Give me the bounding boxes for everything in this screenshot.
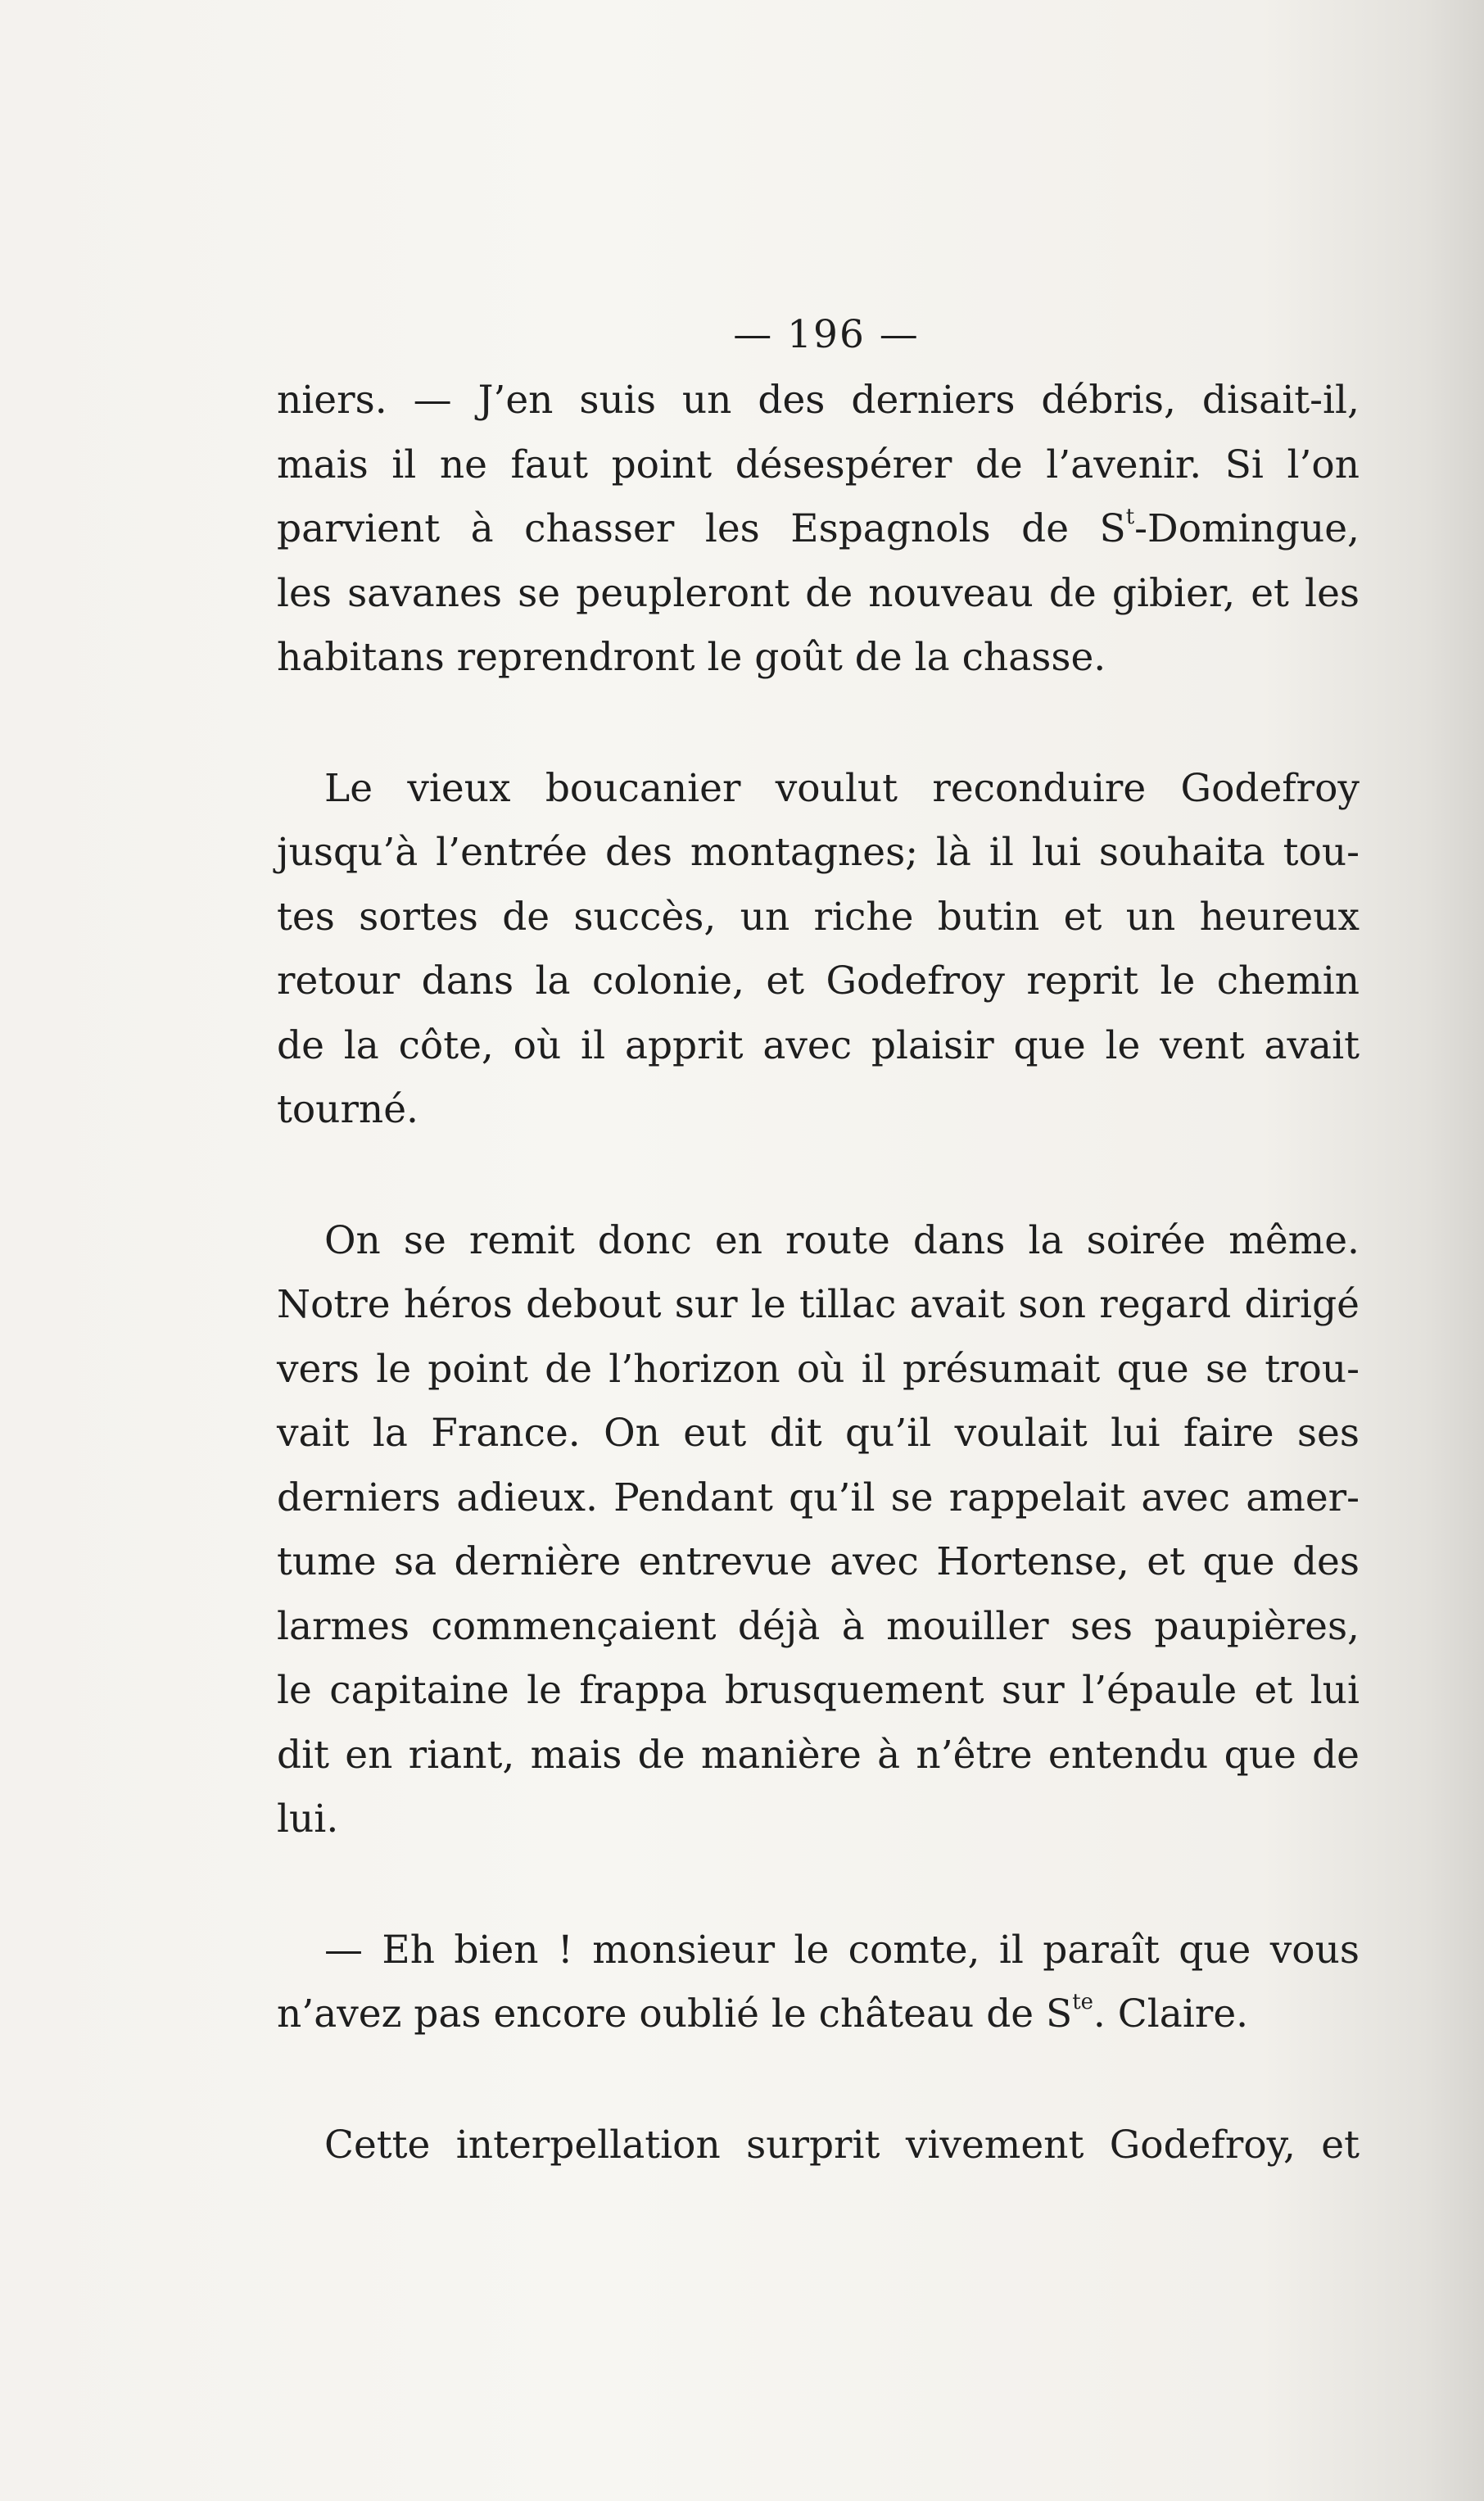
text-line: larmes commençaient déjà à mouiller ses paupières, <box>277 1603 1360 1649</box>
text-line: tes sortes de succès, un riche butin et un heureux <box>277 894 1360 940</box>
text-fragment: n’avez pas encore oublié le château de S <box>277 1991 1073 2037</box>
text-line: retour dans la colonie, et Godefroy reprit le chemin <box>277 958 1360 1004</box>
paragraph-5 <box>277 2114 1360 2178</box>
text-line: tume sa dernière entrevue avec Hortense, et que des <box>277 1539 1360 1584</box>
text-line: vait la France. On eut dit qu’il voulait lui faire ses <box>277 1411 1360 1456</box>
text-fragment: -Domingue, <box>1134 506 1360 551</box>
text-line: habitans reprendront le goût de la chasse. <box>277 635 1106 680</box>
text-line <box>277 1982 1360 2047</box>
text-fragment: parvient à chasser les Espagnols de S <box>277 506 1126 551</box>
text-line <box>277 497 1360 562</box>
text-line: lui. <box>277 1796 339 1842</box>
paragraph-spacer <box>277 691 1360 757</box>
text-line: Le vieux boucanier voulut reconduire Godefroy <box>324 765 1360 811</box>
text-line: de la côte, où il apprit avec plaisir que le vent avait <box>277 1022 1360 1068</box>
text-line: vers le point de l’horizon où il présumait que se trou- <box>277 1346 1360 1392</box>
text-line: mais il ne faut point désespérer de l’avenir. Si l’on <box>277 442 1360 487</box>
paragraph-2 <box>277 757 1360 1143</box>
page-number: — 196 — <box>733 312 920 357</box>
text-line: Cette interpellation surprit vivement Godefroy, et <box>324 2122 1360 2168</box>
superscript-abbreviation: te <box>1072 1990 1093 2015</box>
text-line: tourné. <box>277 1087 419 1132</box>
paragraph-spacer <box>277 1852 1360 1919</box>
text-line: niers. — J’en suis un des derniers débris, disait-il, <box>277 378 1360 423</box>
text-line: — Eh bien ! monsieur le comte, il paraît que vous <box>324 1927 1360 1973</box>
paragraph-spacer <box>277 1143 1360 1209</box>
paragraph-spacer <box>277 2047 1360 2114</box>
text-line: On se remit donc en route dans la soirée même. <box>324 1217 1360 1263</box>
text-line: derniers adieux. Pendant qu’il se rappelait avec amer- <box>277 1475 1360 1520</box>
text-line: jusqu’à l’entrée des montagnes; là il lui souhaita tou- <box>277 830 1360 875</box>
paragraph-1 <box>277 369 1360 691</box>
page-text <box>277 303 1360 2177</box>
superscript-abbreviation: t <box>1125 505 1135 530</box>
text-line: les savanes se peupleront de nouveau de gibier, et les <box>277 570 1360 616</box>
paragraph-4 <box>277 1919 1360 2047</box>
text-line: Notre héros debout sur le tillac avait son regard dirigé <box>277 1282 1360 1327</box>
text-line: dit en riant, mais de manière à n’être entendu que de <box>277 1732 1360 1778</box>
text-fragment: . Claire. <box>1093 1991 1249 2037</box>
text-line: le capitaine le frappa brusquement sur l’épaule et lui <box>277 1668 1360 1713</box>
paragraph-3 <box>277 1209 1360 1852</box>
